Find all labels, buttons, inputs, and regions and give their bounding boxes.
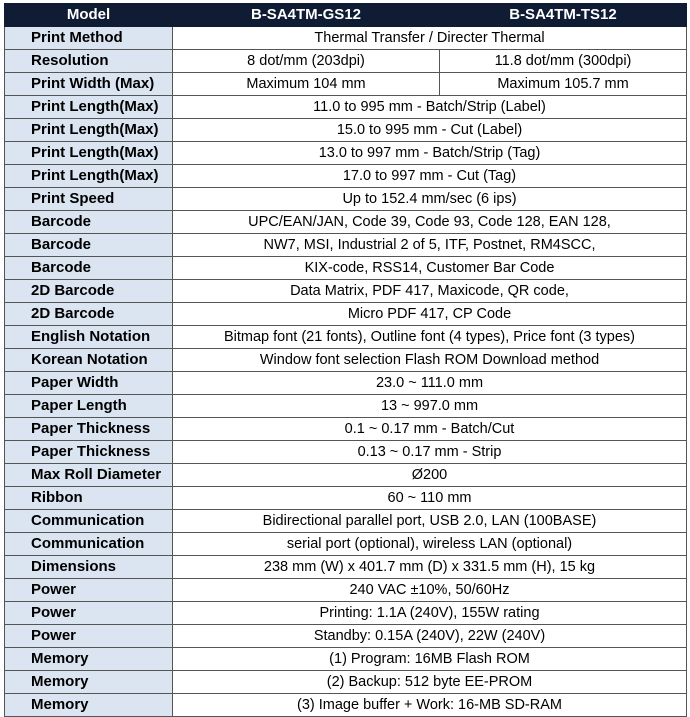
- spec-label: Print Width (Max): [5, 73, 173, 96]
- spec-value: 15.0 to 995 mm - Cut (Label): [173, 119, 687, 142]
- spec-table: [4, 3, 687, 717]
- spec-label: Print Length(Max): [5, 142, 173, 165]
- spec-value: (2) Backup: 512 byte EE-PROM: [173, 671, 687, 694]
- table-row: [5, 395, 687, 418]
- table-row: [5, 142, 687, 165]
- header-model-gs12: B-SA4TM-GS12: [173, 4, 440, 27]
- table-row: [5, 694, 687, 717]
- spec-label: Memory: [5, 671, 173, 694]
- spec-value: (1) Program: 16MB Flash ROM: [173, 648, 687, 671]
- spec-value: Window font selection Flash ROM Download method: [173, 349, 687, 372]
- header-model-ts12: B-SA4TM-TS12: [440, 4, 687, 27]
- table-row: [5, 625, 687, 648]
- spec-value: 0.1 ~ 0.17 mm - Batch/Cut: [173, 418, 687, 441]
- spec-value: 13 ~ 997.0 mm: [173, 395, 687, 418]
- spec-value: UPC/EAN/JAN, Code 39, Code 93, Code 128, EAN 128,: [173, 211, 687, 234]
- table-row: [5, 487, 687, 510]
- spec-label: Barcode: [5, 257, 173, 280]
- spec-label: Dimensions: [5, 556, 173, 579]
- spec-label: Paper Length: [5, 395, 173, 418]
- spec-label: 2D Barcode: [5, 280, 173, 303]
- table-row: [5, 165, 687, 188]
- spec-value: KIX-code, RSS14, Customer Bar Code: [173, 257, 687, 280]
- spec-value: Standby: 0.15A (240V), 22W (240V): [173, 625, 687, 648]
- table-row: [5, 234, 687, 257]
- spec-value-ts12: 11.8 dot/mm (300dpi): [440, 50, 687, 73]
- spec-label: Paper Width: [5, 372, 173, 395]
- header-model: Model: [5, 4, 173, 27]
- spec-label: Resolution: [5, 50, 173, 73]
- spec-value: Thermal Transfer / Directer Thermal: [173, 27, 687, 50]
- spec-label: Memory: [5, 648, 173, 671]
- table-row: [5, 27, 687, 50]
- spec-value: Up to 152.4 mm/sec (6 ips): [173, 188, 687, 211]
- table-row: [5, 303, 687, 326]
- spec-label: Korean Notation: [5, 349, 173, 372]
- table-row: [5, 257, 687, 280]
- spec-label: Paper Thickness: [5, 418, 173, 441]
- spec-label: Communication: [5, 533, 173, 556]
- spec-label: Power: [5, 602, 173, 625]
- spec-value: 17.0 to 997 mm - Cut (Tag): [173, 165, 687, 188]
- spec-label: Print Method: [5, 27, 173, 50]
- spec-label: Paper Thickness: [5, 441, 173, 464]
- spec-label: Communication: [5, 510, 173, 533]
- header-row: [5, 4, 687, 27]
- spec-value-gs12: Maximum 104 mm: [173, 73, 440, 96]
- table-row: [5, 510, 687, 533]
- table-row: [5, 211, 687, 234]
- table-row: [5, 602, 687, 625]
- spec-value: 0.13 ~ 0.17 mm - Strip: [173, 441, 687, 464]
- spec-label: Barcode: [5, 234, 173, 257]
- spec-label: Max Roll Diameter: [5, 464, 173, 487]
- table-row: [5, 326, 687, 349]
- table-row: [5, 441, 687, 464]
- table-row: [5, 280, 687, 303]
- spec-value-ts12: Maximum 105.7 mm: [440, 73, 687, 96]
- table-row: [5, 418, 687, 441]
- spec-value: 23.0 ~ 111.0 mm: [173, 372, 687, 395]
- spec-label: Print Length(Max): [5, 119, 173, 142]
- spec-value: Printing: 1.1A (240V), 155W rating: [173, 602, 687, 625]
- spec-value: Data Matrix, PDF 417, Maxicode, QR code,: [173, 280, 687, 303]
- spec-value: 240 VAC ±10%, 50/60Hz: [173, 579, 687, 602]
- spec-value: Ø200: [173, 464, 687, 487]
- table-row: [5, 533, 687, 556]
- spec-label: Ribbon: [5, 487, 173, 510]
- table-row: [5, 96, 687, 119]
- table-row: [5, 648, 687, 671]
- spec-label: Print Length(Max): [5, 165, 173, 188]
- spec-value: 60 ~ 110 mm: [173, 487, 687, 510]
- spec-value: Micro PDF 417, CP Code: [173, 303, 687, 326]
- spec-value: NW7, MSI, Industrial 2 of 5, ITF, Postnet, RM4SCC,: [173, 234, 687, 257]
- spec-label: Memory: [5, 694, 173, 717]
- spec-label: Barcode: [5, 211, 173, 234]
- table-row: [5, 671, 687, 694]
- spec-value: 11.0 to 995 mm - Batch/Strip (Label): [173, 96, 687, 119]
- table-row: [5, 188, 687, 211]
- spec-label: English Notation: [5, 326, 173, 349]
- table-row: [5, 579, 687, 602]
- spec-label: Power: [5, 625, 173, 648]
- spec-value: (3) Image buffer + Work: 16-MB SD-RAM: [173, 694, 687, 717]
- table-header: [5, 4, 687, 27]
- spec-label: Print Speed: [5, 188, 173, 211]
- spec-value: Bidirectional parallel port, USB 2.0, LAN (100BASE): [173, 510, 687, 533]
- table-row: [5, 50, 687, 73]
- table-row: [5, 464, 687, 487]
- spec-value: 13.0 to 997 mm - Batch/Strip (Tag): [173, 142, 687, 165]
- spec-label: Power: [5, 579, 173, 602]
- spec-label: Print Length(Max): [5, 96, 173, 119]
- table-row: [5, 349, 687, 372]
- spec-value: Bitmap font (21 fonts), Outline font (4 types), Price font (3 types): [173, 326, 687, 349]
- spec-value-gs12: 8 dot/mm (203dpi): [173, 50, 440, 73]
- table-row: [5, 119, 687, 142]
- table-row: [5, 556, 687, 579]
- table-row: [5, 372, 687, 395]
- spec-value: serial port (optional), wireless LAN (optional): [173, 533, 687, 556]
- table-body: [5, 27, 687, 717]
- spec-label: 2D Barcode: [5, 303, 173, 326]
- spec-value: 238 mm (W) x 401.7 mm (D) x 331.5 mm (H), 15 kg: [173, 556, 687, 579]
- table-row: [5, 73, 687, 96]
